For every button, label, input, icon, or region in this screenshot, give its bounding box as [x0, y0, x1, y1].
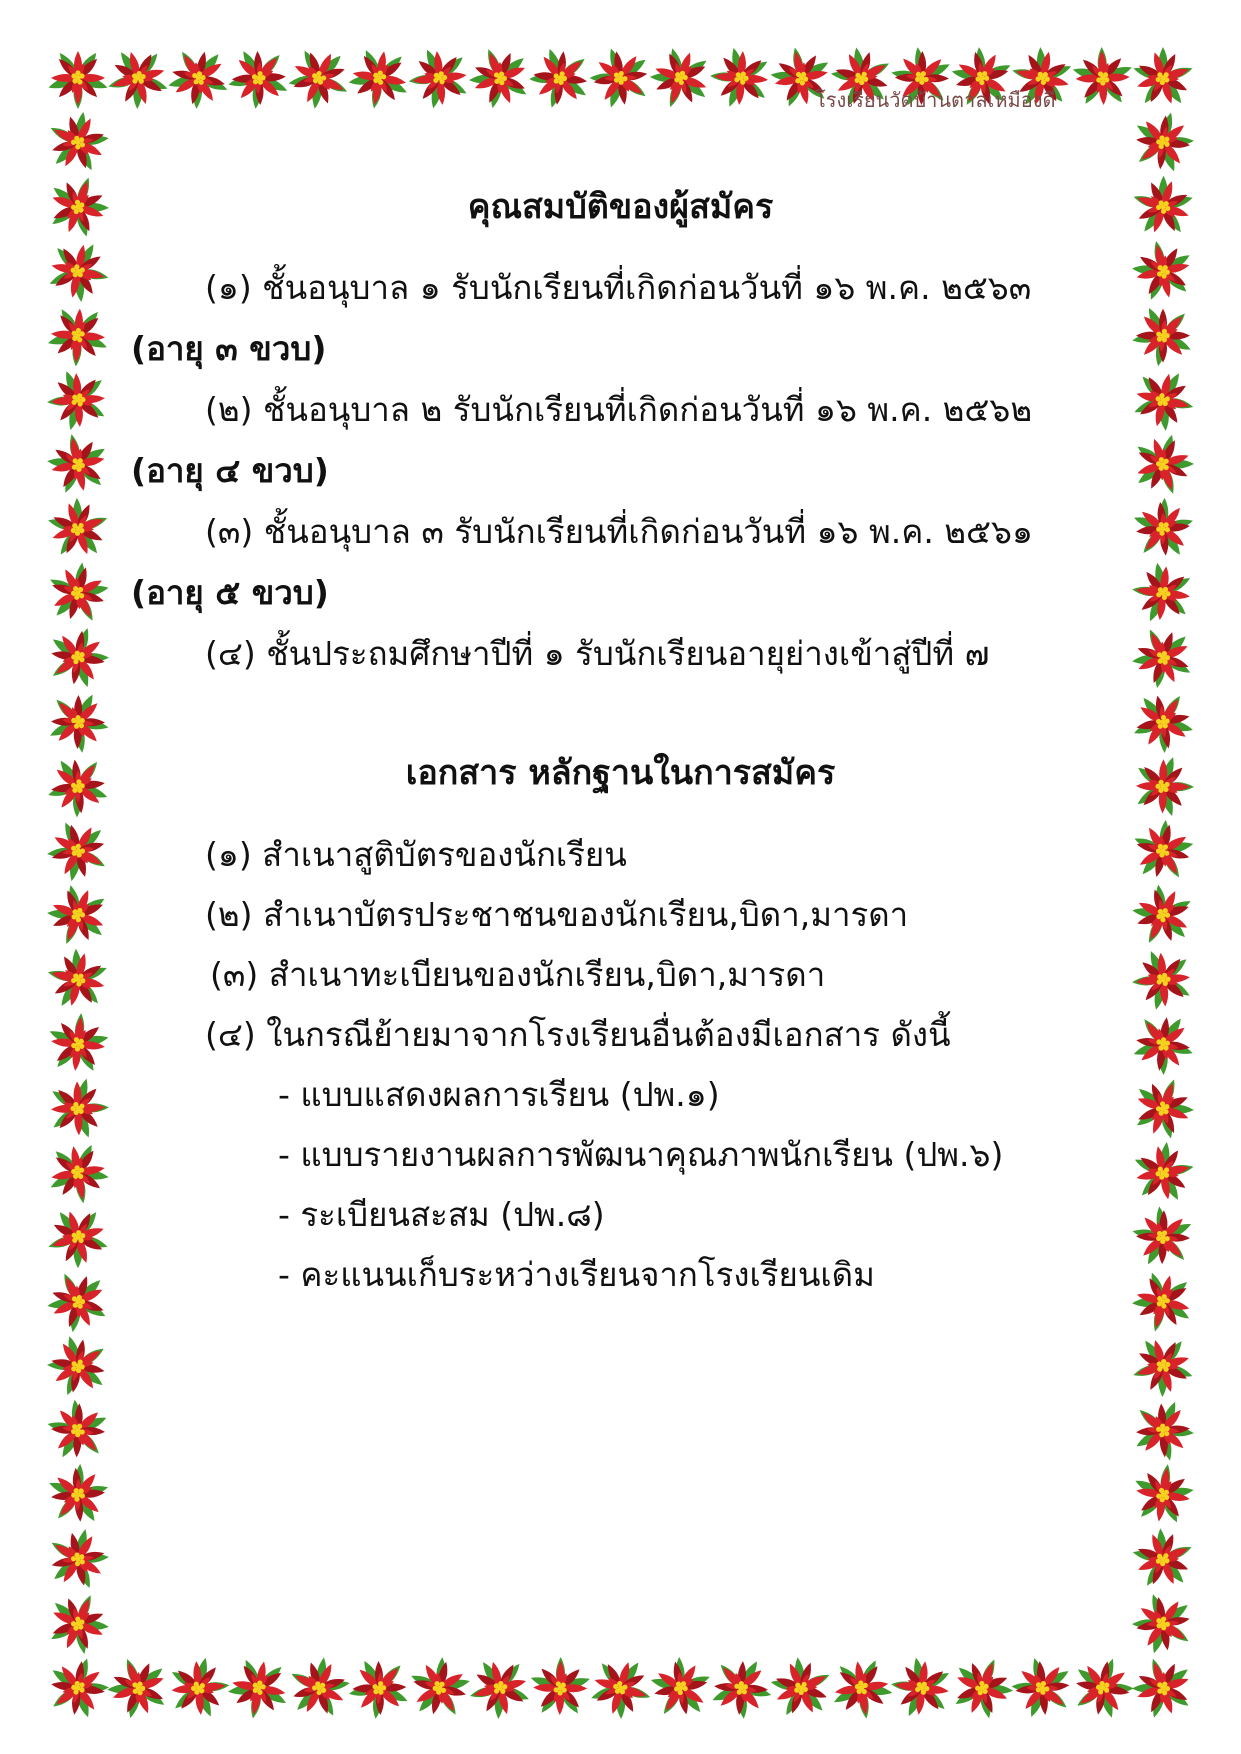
qualifications-title: คุณสมบัติของผู้สมัคร — [467, 187, 774, 227]
document-sub-item-3: - ระเบียนสะสม (ปพ.๘) — [278, 1195, 605, 1234]
qualification-age-1: (อายุ ๓ ขวบ) — [131, 329, 327, 368]
qualification-age-2: (อายุ ๔ ขวบ) — [131, 451, 329, 490]
qualification-item-3: (๓) ชั้นอนุบาล ๓ รับนักเรียนที่เกิดก่อนวันที่ ๑๖ พ.ค. ๒๕๖๑ — [205, 512, 1033, 551]
document-sub-item-4: - คะแนนเก็บระหว่างเรียนจากโรงเรียนเดิม — [278, 1255, 875, 1294]
qualification-age-3: (อายุ ๕ ขวบ) — [131, 573, 329, 612]
document-item-3: (๓) สำเนาทะเบียนของนักเรียน,บิดา,มารดา — [210, 955, 826, 994]
document-sub-item-1: - แบบแสดงผลการเรียน (ปพ.๑) — [278, 1075, 720, 1114]
qualification-item-4: (๔) ชั้นประถมศึกษาปีที่ ๑ รับนักเรียนอายุย่างเข้าสู่ปีที่ ๗ — [205, 634, 990, 673]
qualification-item-2: (๒) ชั้นอนุบาล ๒ รับนักเรียนที่เกิดก่อนวันที่ ๑๖ พ.ค. ๒๕๖๒ — [205, 390, 1033, 429]
qualification-item-1: (๑) ชั้นอนุบาล ๑ รับนักเรียนที่เกิดก่อนวันที่ ๑๖ พ.ค. ๒๕๖๓ — [205, 268, 1032, 307]
document-item-4: (๔) ในกรณีย้ายมาจากโรงเรียนอื่นต้องมีเอกสาร ดังนี้ — [205, 1015, 951, 1054]
document-item-1: (๑) สำเนาสูติบัตรของนักเรียน — [205, 835, 627, 874]
document-sub-item-2: - แบบรายงานผลการพัฒนาคุณภาพนักเรียน (ปพ.๖) — [278, 1135, 1004, 1174]
documents-title: เอกสาร หลักฐานในการสมัคร — [405, 753, 836, 793]
document-item-2: (๒) สำเนาบัตรประชาชนของนักเรียน,บิดา,มารดา — [205, 895, 909, 934]
header-note: โรงเรียนวัดบ้านตาลเหมืองดี — [815, 88, 1056, 112]
